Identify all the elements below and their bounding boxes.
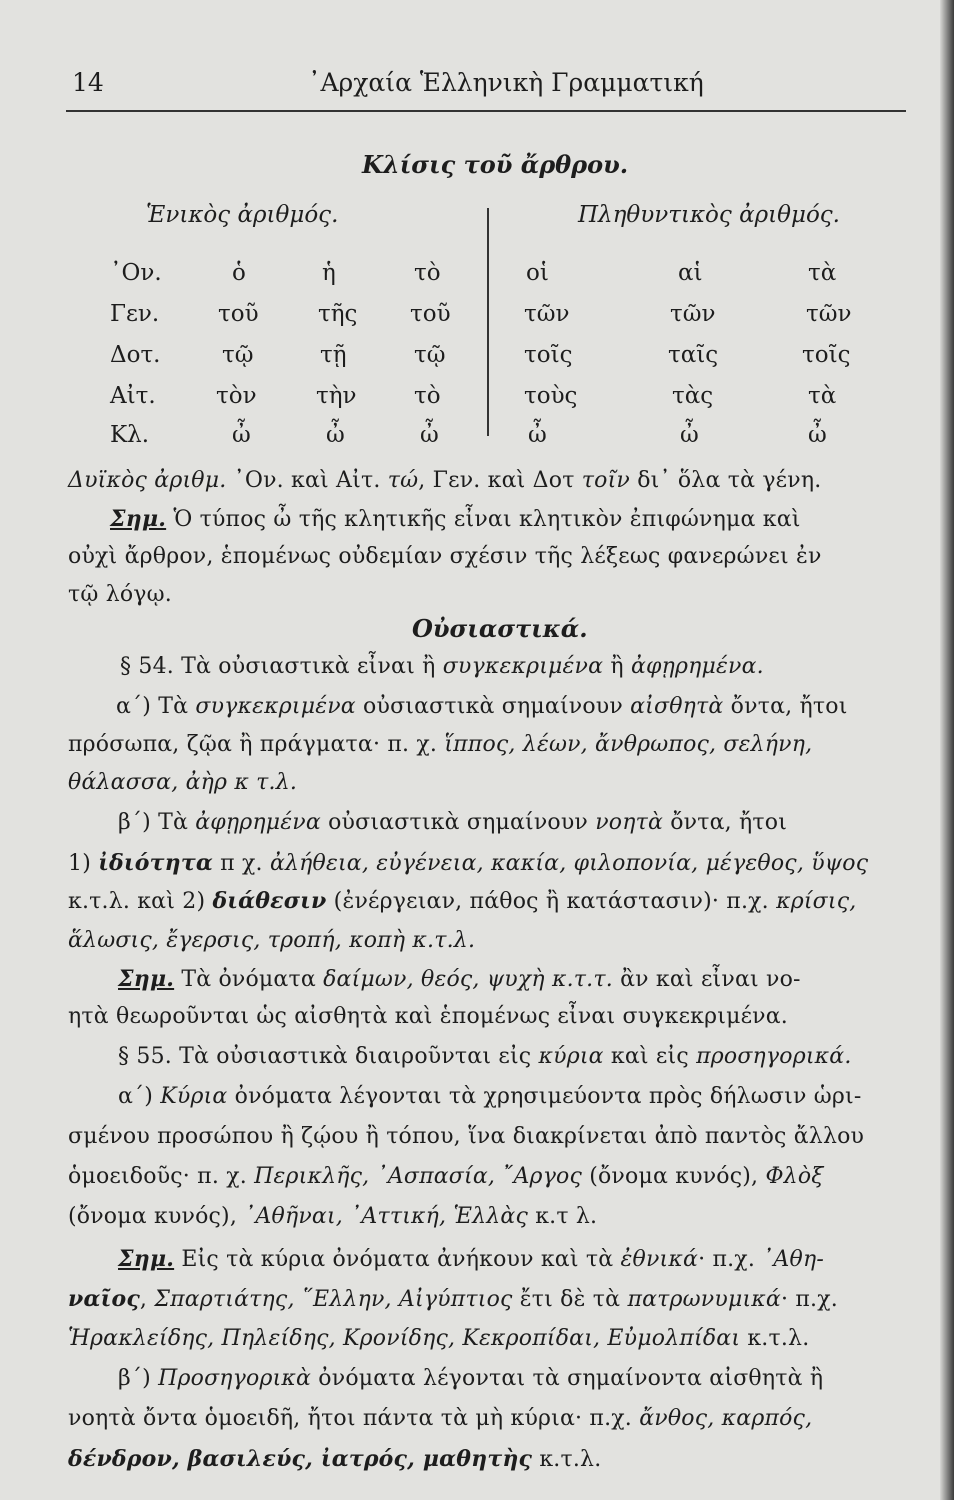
- running-title: ᾿Αρχαία Ἑλληνικὴ Γραμματική: [308, 68, 704, 97]
- table-cell: ταῖς: [668, 342, 719, 368]
- note2-line-1: [118, 966, 801, 992]
- beta-line-2: [68, 850, 868, 876]
- text: Προσηγορικὰ: [158, 1366, 312, 1391]
- text: Τὰ ὀνόματα: [174, 967, 324, 992]
- dual-line: [68, 468, 821, 493]
- text: διάθεσιν: [212, 888, 327, 914]
- note3-line-1: [118, 1246, 824, 1272]
- text: αἰσθητὰ: [630, 694, 724, 719]
- text: · π.χ.: [698, 1247, 763, 1272]
- note-line: οὐχὶ ἄρθρον, ἑπομένως οὐδεμίαν σχέσιν τῆς λέξεως φανερώνει ἐν: [68, 544, 822, 569]
- table-cell: ἡ: [322, 260, 336, 286]
- singular-heading: Ἑνικὸς ἀριθμός.: [146, 202, 339, 228]
- table-cell: τῷ: [222, 342, 254, 368]
- text: § 54. Τὰ οὐσιαστικὰ εἶναι ἢ: [120, 654, 443, 679]
- table-cell: τῷ: [414, 342, 446, 368]
- text: νοητὰ: [595, 810, 664, 835]
- beta-line-1: [118, 810, 787, 835]
- text: Κύρια: [160, 1084, 228, 1109]
- page-header: [72, 68, 906, 108]
- page-edge-shadow: [940, 0, 954, 1500]
- text: (ὄνομα κυνός),: [68, 1204, 245, 1229]
- text: ναῖος: [68, 1286, 140, 1312]
- plural-heading: Πληθυντικὸς ἀριθμός.: [578, 202, 840, 228]
- beta-line-3: [68, 888, 856, 914]
- table-cell: τῇ: [320, 342, 347, 368]
- text: πατρωνυμικά: [627, 1287, 781, 1312]
- note-text: Ὁ τύπος ὦ τῆς κλητικῆς εἶναι κλητικὸν ἐπιφώνημα καὶ: [166, 507, 801, 532]
- note-label: Σημ.: [118, 1246, 175, 1272]
- note-line: [110, 506, 801, 532]
- text: δαίμων, θεός, ψυχὴ κ.τ.τ.: [323, 967, 613, 992]
- text: β΄): [118, 1366, 159, 1391]
- text: συγκεκριμένα: [195, 694, 356, 719]
- table-cell: τὴν: [316, 383, 357, 409]
- table-cell: τὸν: [216, 383, 257, 409]
- table-cell: ὁ: [232, 260, 246, 286]
- table-cell: τὰ: [808, 260, 837, 286]
- note2-line-2: ητὰ θεωροῦνται ὡς αἰσθητὰ καὶ ἑπομένως εἶναι συγκεκριμένα.: [68, 1004, 789, 1029]
- case-label: Κλ.: [110, 422, 150, 448]
- text: α΄): [118, 1084, 161, 1109]
- table-cell: τῶν: [670, 301, 716, 327]
- alpha-line-2: [68, 732, 812, 757]
- text: Φλὸξ: [765, 1164, 824, 1189]
- text: Περικλῆς, ᾿Ασπασία, ῎Αργος: [254, 1164, 583, 1189]
- dual-text: ᾿Ον. καὶ Αἰτ.: [226, 468, 388, 493]
- dual-form: τώ: [387, 468, 419, 493]
- text: (ὄνομα κυνός),: [582, 1164, 766, 1189]
- text: πρόσωπα, ζῷα ἢ πράγματα· π. χ.: [68, 732, 445, 757]
- table-cell: τὰ: [808, 383, 837, 409]
- dual-text: δι᾿ ὅλα τὰ γένη.: [630, 468, 822, 493]
- table-cell: τὰς: [672, 383, 714, 409]
- alpha2-line-4: [68, 1204, 597, 1229]
- text: ὀνόματα λέγονται τὰ σημαίνοντα αἰσθητὰ ἢ: [311, 1366, 824, 1391]
- table-cell: ὦ: [808, 422, 827, 448]
- case-label: Αἰτ.: [110, 383, 156, 409]
- table-cell: τοῖς: [524, 342, 573, 368]
- text: ὁμοειδοῦς· π. χ.: [68, 1164, 255, 1189]
- beta2-line-3: [68, 1446, 601, 1472]
- note3-line-3: [68, 1326, 809, 1351]
- text: ὄντα, ἤτοι: [663, 810, 788, 835]
- text: ὄντα, ἤτοι: [723, 694, 848, 719]
- text: κύρια: [538, 1044, 604, 1069]
- alpha2-line-2: σμένου προσώπου ἢ ζῴου ἢ τόπου, ἵνα διακρίνεται ἀπὸ παντὸς ἄλλου: [68, 1124, 865, 1149]
- note-label: Σημ.: [110, 506, 167, 532]
- text: ᾿Αθῆναι, ᾿Αττική, Ἑλλὰς: [244, 1204, 529, 1229]
- text: ἀφῃρημένα.: [630, 654, 764, 679]
- text: προσηγορικά.: [696, 1044, 852, 1069]
- alpha2-line-3: [68, 1164, 824, 1189]
- beta2-line-1: [118, 1366, 823, 1391]
- note3-line-2: [68, 1286, 838, 1312]
- text: κρίσις,: [776, 889, 857, 914]
- beta2-line-2: [68, 1406, 812, 1431]
- table-cell: τῶν: [524, 301, 570, 327]
- table-cell: τῶν: [806, 301, 852, 327]
- text: ἐθνικά: [620, 1247, 699, 1272]
- text: οὐσιαστικὰ σημαίνουν: [355, 694, 631, 719]
- text: ἢ: [603, 654, 631, 679]
- text: ἀλήθεια, εὐγένεια, κακία, φιλοπονία, μέγεθος, ὕψος: [269, 851, 869, 876]
- case-label: ᾿Ον.: [110, 260, 162, 286]
- text: Ἡρακλείδης, Πηλείδης, Κρονίδης, Κεκροπίδαι, Εὐμολπίδαι: [68, 1326, 741, 1351]
- text: ἄνθος, καρπός,: [639, 1406, 813, 1431]
- text: ἂν καὶ εἶναι νο-: [612, 967, 801, 992]
- table-cell: ὦ: [528, 422, 547, 448]
- table-cell: τοῦ: [410, 301, 451, 327]
- table-divider: [487, 208, 489, 436]
- text: δένδρον, βασιλεύς, ἰατρός, μαθητὴς: [68, 1446, 533, 1472]
- paragraph-55: [118, 1044, 852, 1069]
- text: (ἐνέργειαν, πάθος ἢ κατάστασιν)· π.χ.: [326, 889, 777, 914]
- dual-label: Δυϊκὸς ἀριθμ.: [68, 468, 227, 493]
- paragraph-54: [120, 654, 764, 679]
- text: ᾿Αθη-: [762, 1247, 824, 1272]
- text: κ.τ.λ.: [740, 1326, 810, 1351]
- table-cell: αἱ: [678, 260, 703, 286]
- text: ,: [139, 1287, 155, 1312]
- table-cell: τοὺς: [524, 383, 578, 409]
- table-cell: τοῖς: [802, 342, 851, 368]
- text: π χ.: [212, 851, 270, 876]
- alpha-line-3: θάλασσα, ἀὴρ κ τ.λ.: [68, 770, 298, 795]
- case-label: Δοτ.: [110, 342, 161, 368]
- table-cell: τὸ: [414, 383, 441, 409]
- text: οὐσιαστικὰ σημαίνουν: [320, 810, 596, 835]
- nouns-title: Οὐσιαστικά.: [412, 614, 588, 643]
- text: ἵππος, λέων, ἄνθρωπος, σελήνη,: [444, 732, 813, 757]
- alpha-line-1: [116, 694, 848, 719]
- header-rule: [66, 110, 906, 112]
- table-cell: τῆς: [318, 301, 358, 327]
- dual-form: τοῖν: [581, 468, 630, 493]
- page-number: 14: [72, 68, 104, 97]
- text: § 55. Τὰ οὐσιαστικὰ διαιροῦνται εἰς: [118, 1044, 539, 1069]
- table-cell: ὦ: [232, 422, 251, 448]
- case-label: Γεν.: [110, 301, 160, 327]
- table-cell: οἱ: [526, 260, 549, 286]
- note-label: Σημ.: [118, 966, 175, 992]
- text: καὶ εἰς: [603, 1044, 697, 1069]
- alpha2-line-1: [118, 1084, 861, 1109]
- text: Σπαρτιάτης, ῞Ελλην, Αἰγύπτιος: [154, 1287, 513, 1312]
- text: συγκεκριμένα: [442, 654, 604, 679]
- text: Εἰς τὰ κύρια ὀνόματα ἀνήκουν καὶ τὰ: [174, 1247, 621, 1272]
- text: ἔτι δὲ τὰ: [512, 1287, 628, 1312]
- text: · π.χ.: [780, 1287, 838, 1312]
- text: ἀφῃρημένα: [195, 810, 321, 835]
- table-cell: ὦ: [420, 422, 439, 448]
- text: ἰδιότητα: [98, 850, 213, 876]
- text: β΄) Τὰ: [118, 810, 196, 835]
- note-line: τῷ λόγῳ.: [68, 582, 172, 607]
- dual-text: , Γεν. καὶ Δοτ: [418, 468, 582, 493]
- text: κ.τ.λ. καὶ 2): [68, 889, 213, 914]
- table-cell: τοῦ: [218, 301, 259, 327]
- table-cell: τὸ: [414, 260, 441, 286]
- text: κ.τ λ.: [528, 1204, 598, 1229]
- text: κ.τ.λ.: [532, 1447, 602, 1472]
- beta-line-4: ἅλωσις, ἔγερσις, τροπή, κοπὴ κ.τ.λ.: [68, 928, 476, 953]
- text: 1): [68, 851, 99, 876]
- text: νοητὰ ὄντα ὁμοειδῆ, ἤτοι πάντα τὰ μὴ κύρια· π.χ.: [68, 1406, 640, 1431]
- table-cell: ὦ: [326, 422, 345, 448]
- text: ὀνόματα λέγονται τὰ χρησιμεύοντα πρὸς δήλωσιν ὡρι-: [227, 1084, 862, 1109]
- article-title: Κλίσις τοῦ ἄρθρου.: [362, 150, 629, 179]
- text: α΄) Τὰ: [116, 694, 196, 719]
- table-cell: ὦ: [680, 422, 699, 448]
